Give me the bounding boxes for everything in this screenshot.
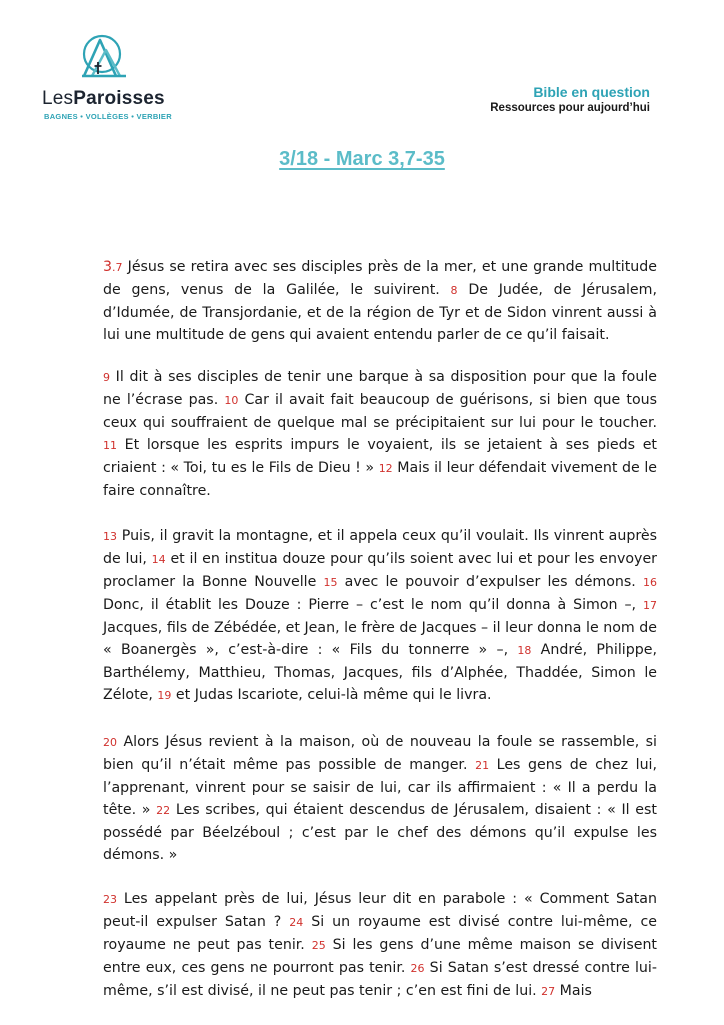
- verse-number: 15: [323, 576, 338, 589]
- verse-text: Puis, il gravit la montagne, et il appela ceux qu’il voulait. Ils vinrent auprès de lui,: [103, 528, 657, 567]
- logo-name-part2: Paroisses: [73, 88, 165, 109]
- verse-text: Et lorsque les esprits impurs le voyaient, ils se jetaient à ses pieds et criaient : « Toi, tu es le Fils de Dieu ! »: [103, 437, 657, 476]
- series-title: Bible en question: [533, 84, 650, 100]
- series-header: [490, 84, 650, 115]
- verse-number: 14: [151, 553, 166, 566]
- verse-number: 22: [156, 804, 171, 817]
- verse-text: et Judas Iscariote, celui-là même qui le livra.: [171, 687, 492, 703]
- verse-text: Les gens de chez lui, l’apprenant, vinrent pour se saisir de lui, car ils affirmaient : « Il a perdu la tête. »: [103, 757, 658, 818]
- paragraph: [103, 525, 657, 707]
- paragraph: [103, 256, 657, 346]
- verse-number: 16: [642, 576, 657, 589]
- verse-number: 27: [541, 985, 556, 998]
- verse-number: 19: [157, 689, 172, 702]
- verse-text: Alors Jésus revient à la maison, où de nouveau la foule se rassemble, si bien qu’il n’était même pas possible de manger.: [103, 734, 657, 773]
- verse-number: 23: [103, 893, 117, 906]
- series-subtitle: Ressources pour aujourd’hui: [490, 102, 650, 114]
- verse-number: 24: [289, 916, 304, 929]
- parish-logo-name: [42, 88, 165, 110]
- verse-text: Si les gens d’une même maison se divisent entre eux, ces gens ne pourront pas tenir.: [103, 937, 657, 976]
- verse-number: 20: [103, 736, 117, 749]
- verse-text: Mais il leur défendait vivement de le faire connaître.: [103, 460, 657, 499]
- verse-text: Jésus se retira avec ses disciples près de la mer, et une grande multitude de gens, venus de la Galilée, le suivirent.: [103, 259, 657, 298]
- verse-number: 18: [517, 644, 532, 657]
- verse-text: André, Philippe, Barthélemy, Matthieu, Thomas, Jacques, fils d’Alphée, Thaddée, Simon le Zélote,: [103, 642, 657, 703]
- verse-text: Les appelant près de lui, Jésus leur dit en parabole : « Comment Satan peut-il expulser Satan ?: [103, 891, 657, 930]
- verse-text: De Judée, de Jérusalem, d’Idumée, de Transjordanie, et de la région de Tyr et de Sidon vinrent aussi à lui une multitude de gens qui avaient entendu parler de ce qu’il faisait.: [103, 282, 657, 343]
- verse-text: et il en institua douze pour qu’ils soient avec lui et pour les envoyer proclamer la Bonne Nouvelle: [103, 551, 658, 590]
- verse-text: Si un royaume est divisé contre lui-même, ce royaume ne peut pas tenir.: [103, 914, 657, 953]
- verse-text: Les scribes, qui étaient descendus de Jérusalem, disaient : « Il est possédé par Béelzéboul ; c’est par le chef des démons qu’il expulse les démons. »: [103, 802, 657, 863]
- page-title: 3/18 - Marc 3,7-35: [279, 148, 445, 170]
- verse-text: avec le pouvoir d’expulser les démons.: [337, 574, 643, 590]
- verse-number: 17: [643, 599, 657, 612]
- verse-text: Car il avait fait beaucoup de guérisons, si bien que tous ceux qui souffraient de quelque mal se précipitaient sur lui pour le toucher.: [103, 392, 658, 431]
- scripture-text: [103, 256, 657, 1025]
- verse-text: Mais: [555, 983, 592, 999]
- verse-text: Jacques, fils de Zébédée, et Jean, le frère de Jacques – il leur donna le nom de « Boanergès », c’est-à-dire : « Fils du tonnerre » –,: [103, 620, 657, 658]
- verse-text: Il dit à ses disciples de tenir une barque à sa disposition pour que la foule ne l’écrase pas.: [103, 369, 657, 408]
- verse-number: 21: [475, 759, 490, 772]
- paragraph: [103, 888, 657, 1003]
- verse-text: Si Satan s’est dressé contre lui-même, s’il est divisé, il ne peut pas tenir ; c’en est fini de lui.: [103, 960, 657, 999]
- logo-name-part1: Les: [42, 88, 74, 109]
- verse-number: 11: [103, 439, 117, 452]
- paragraph: [103, 731, 657, 866]
- paragraph: [103, 366, 657, 502]
- verse-number: 13: [103, 530, 117, 543]
- verse-number: .7: [112, 261, 123, 274]
- parish-logo-subtitle: BAGNES • VOLLÈGES • VERBIER: [44, 112, 172, 121]
- verse-number: 8: [450, 284, 458, 297]
- verse-number: 12: [378, 462, 393, 475]
- parish-logo-icon: [76, 32, 132, 84]
- verse-number: 26: [410, 962, 425, 975]
- verse-number: 25: [311, 939, 326, 952]
- chapter-number: 3: [103, 259, 113, 275]
- verse-number: 9: [103, 371, 110, 384]
- verse-text: Donc, il établit les Douze : Pierre – c’est le nom qu’il donna à Simon –,: [103, 597, 643, 613]
- verse-number: 10: [224, 394, 239, 407]
